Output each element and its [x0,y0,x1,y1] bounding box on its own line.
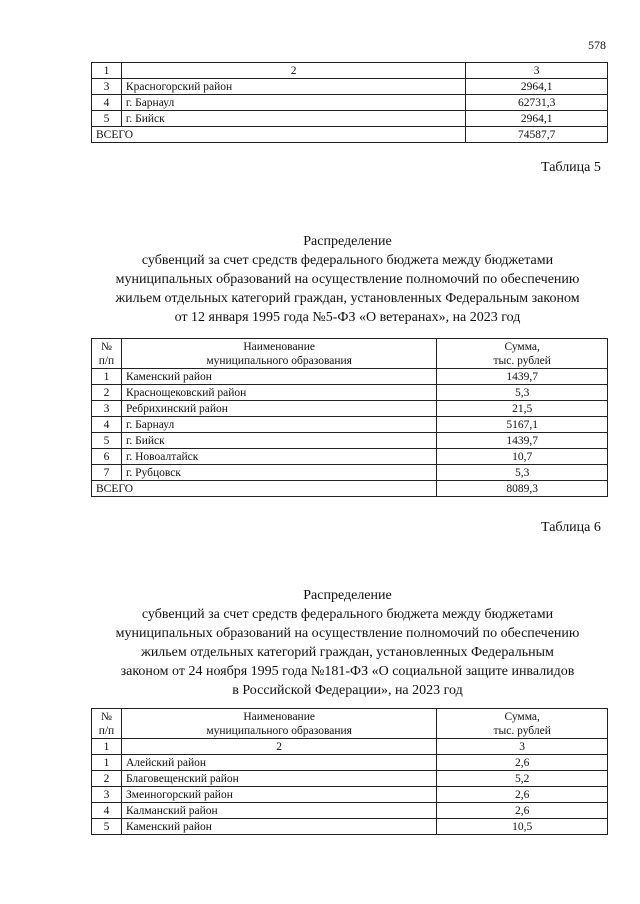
row-name: г. Бийск [121,433,436,449]
row-name: Ребрихинский район [121,401,436,417]
row-num: 1 [92,755,122,771]
row-name: Благовещенский район [121,771,436,787]
row-sum: 1439,7 [437,369,608,385]
table-row [92,385,608,401]
header-line: муниципального образования [206,724,352,737]
row-num: 7 [92,465,122,481]
heading-line: Распределение [303,588,392,603]
col-sum-index: 3 [437,739,608,755]
col-name-header: 2 [121,63,465,79]
row-num: 3 [92,787,122,803]
continued-table [91,62,608,143]
table-row [92,803,608,819]
row-sum: 5,2 [437,771,608,787]
row-name: Каменский район [121,819,436,835]
table-6-heading [80,586,615,700]
header-line: тыс. рублей [493,724,551,737]
col-name-header [121,709,436,739]
table-6 [91,708,608,835]
total-label: ВСЕГО [92,127,466,143]
column-number-row [92,63,608,79]
col-num-header: 1 [92,63,122,79]
row-sum: 5,3 [437,465,608,481]
row-name: Красногорский район [121,79,465,95]
row-num: 3 [92,79,122,95]
heading-line: муниципальных образований на осуществление полномочий по обеспечению [115,626,580,641]
table-row [92,433,608,449]
table-row [92,79,608,95]
header-line: п/п [98,354,115,367]
row-name: Змеиногорский район [121,787,436,803]
table-5 [91,338,608,497]
row-num: 2 [92,771,122,787]
row-num: 3 [92,401,122,417]
header-line: № [100,710,112,723]
row-sum: 1439,7 [437,433,608,449]
row-name: Каменский район [121,369,436,385]
row-sum: 2,6 [437,803,608,819]
col-sum-header: 3 [466,63,608,79]
row-num: 4 [92,417,122,433]
heading-line: субвенций за счет средств федерального бюджета между бюджетами [141,253,554,268]
header-line: № [100,340,112,353]
row-num: 4 [92,95,122,111]
row-sum: 5,3 [437,385,608,401]
header-line: Сумма, [504,710,540,723]
table-row [92,449,608,465]
col-sum-header [437,709,608,739]
header-line: Наименование [243,340,315,353]
header-line: муниципального образования [206,354,352,367]
row-num: 4 [92,803,122,819]
col-name-index: 2 [121,739,436,755]
heading-line: в Российской Федерации», на 2023 год [232,683,463,698]
total-sum: 8089,3 [437,481,608,497]
table-row [92,417,608,433]
heading-line: законом от 24 ноября 1995 года №181-ФЗ «О социальной защите инвалидов [120,664,575,679]
total-sum: 74587,7 [466,127,608,143]
table-row [92,465,608,481]
row-num: 6 [92,449,122,465]
row-num: 1 [92,369,122,385]
row-num: 2 [92,385,122,401]
heading-line: Распределение [303,234,392,249]
row-sum: 10,7 [437,449,608,465]
row-name: г. Рубцовск [121,465,436,481]
table-row [92,819,608,835]
table-row [92,95,608,111]
row-sum: 2,6 [437,755,608,771]
total-label: ВСЕГО [92,481,437,497]
row-name: г. Барнаул [121,417,436,433]
row-name: Алейский район [121,755,436,771]
col-sum-header [437,339,608,369]
table-6-label: Таблица 6 [541,520,601,535]
row-sum: 2964,1 [466,111,608,127]
col-num-index: 1 [92,739,122,755]
table-row [92,401,608,417]
row-num: 5 [92,433,122,449]
header-line: Сумма, [504,340,540,353]
row-name: г. Новоалтайск [121,449,436,465]
heading-line: от 12 января 1995 года №5-ФЗ «О ветеранах», на 2023 год [174,310,521,325]
row-name: г. Бийск [121,111,465,127]
row-sum: 5167,1 [437,417,608,433]
table-row [92,369,608,385]
heading-line: жильем отдельных категорий граждан, установленных Федеральным законом [115,291,580,306]
table-5-label: Таблица 5 [541,160,601,175]
table-row [92,755,608,771]
page-number: 578 [588,38,606,52]
table-row [92,111,608,127]
col-name-header [121,339,436,369]
heading-line: жильем отдельных категорий граждан, установленных Федеральным [141,645,554,660]
header-row [92,709,608,739]
total-row [92,481,608,497]
col-num-header [92,339,122,369]
column-number-row [92,739,608,755]
header-line: п/п [98,724,115,737]
header-line: тыс. рублей [493,354,551,367]
header-line: Наименование [243,710,315,723]
heading-line: муниципальных образований на осуществление полномочий по обеспечению [115,272,580,287]
row-name: Калманский район [121,803,436,819]
row-sum: 10,5 [437,819,608,835]
heading-line: субвенций за счет средств федерального бюджета между бюджетами [141,607,554,622]
row-name: г. Барнаул [121,95,465,111]
row-num: 5 [92,819,122,835]
col-num-header [92,709,122,739]
table-row [92,771,608,787]
row-sum: 21,5 [437,401,608,417]
row-num: 5 [92,111,122,127]
row-name: Краснощековский район [121,385,436,401]
row-sum: 2,6 [437,787,608,803]
header-row [92,339,608,369]
table-row [92,787,608,803]
row-sum: 2964,1 [466,79,608,95]
total-row [92,127,608,143]
row-sum: 62731,3 [466,95,608,111]
table-5-heading [80,232,615,327]
